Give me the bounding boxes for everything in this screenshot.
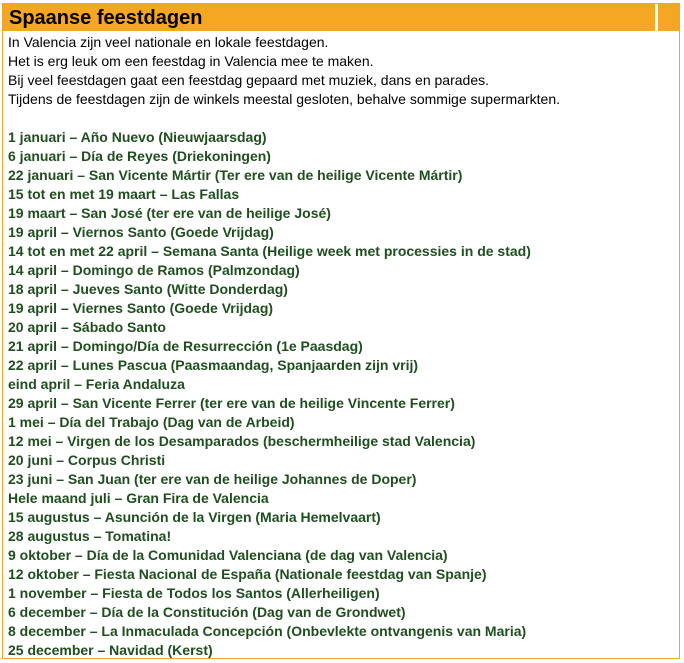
holiday-item: 25 december – Navidad (Kerst) bbox=[8, 642, 213, 658]
intro-line: Tijdens de feestdagen zijn de winkels meestal gesloten, behalve sommige supermarkten. bbox=[8, 91, 561, 107]
holiday-list bbox=[8, 128, 531, 660]
holiday-item: 20 juni – Corpus Christi bbox=[8, 452, 166, 468]
holiday-item: 22 januari – San Vicente Mártir (Ter ere van de heilige Vicente Mártir) bbox=[8, 167, 463, 183]
holiday-item: 14 april – Domingo de Ramos (Palmzondag) bbox=[8, 262, 300, 278]
holiday-item: 22 april – Lunes Pascua (Paasmaandag, Spanjaarden zijn vrij) bbox=[8, 357, 419, 373]
holiday-item: 6 december – Día de la Constitución (Dag van de Grondwet) bbox=[8, 604, 406, 620]
title-bar-end bbox=[658, 4, 679, 31]
intro-line: Het is erg leuk om een feestdag in Valencia mee te maken. bbox=[8, 53, 374, 69]
holiday-item: 29 april – San Vicente Ferrer (ter ere van de heilige Vincente Ferrer) bbox=[8, 395, 455, 411]
holiday-item: 23 juni – San Juan (ter ere van de heilige Johannes de Doper) bbox=[8, 471, 417, 487]
holiday-item: 14 tot en met 22 april – Semana Santa (Heilige week met processies in de stad) bbox=[8, 243, 531, 259]
title-bar bbox=[3, 4, 655, 31]
holiday-item: 19 maart – San José (ter ere van de heilige José) bbox=[8, 205, 331, 221]
holiday-item: 21 april – Domingo/Día de Resurrección (1e Paasdag) bbox=[8, 338, 363, 354]
holiday-item: Hele maand juli – Gran Fira de Valencia bbox=[8, 490, 269, 506]
page-title: Spaanse feestdagen bbox=[9, 7, 203, 29]
intro-line: In Valencia zijn veel nationale en lokale feestdagen. bbox=[8, 34, 329, 50]
holiday-item: 15 tot en met 19 maart – Las Fallas bbox=[8, 186, 240, 202]
holiday-item: 28 augustus – Tomatina! bbox=[8, 528, 172, 544]
holiday-item: 19 april – Viernes Santo (Goede Vrijdag) bbox=[8, 300, 274, 316]
holiday-item: 15 augustus – Asunción de la Virgen (Maria Hemelvaart) bbox=[8, 509, 381, 525]
holiday-item: 12 oktober – Fiesta Nacional de España (Nationale feestdag van Spanje) bbox=[8, 566, 487, 582]
intro-text bbox=[8, 33, 560, 109]
holiday-item: 1 november – Fiesta de Todos los Santos (Allerheiligen) bbox=[8, 585, 380, 601]
holiday-item: 19 april – Viernos Santo (Goede Vrijdag) bbox=[8, 224, 274, 240]
holiday-item: eind april – Feria Andaluza bbox=[8, 376, 185, 392]
holiday-item: 9 oktober – Día de la Comunidad Valenciana (de dag van Valencia) bbox=[8, 547, 448, 563]
intro-line: Bij veel feestdagen gaat een feestdag gepaard met muziek, dans en parades. bbox=[8, 72, 489, 88]
holiday-item: 8 december – La Inmaculada Concepción (Onbevlekte ontvangenis van Maria) bbox=[8, 623, 527, 639]
holiday-item: 18 april – Jueves Santo (Witte Donderdag) bbox=[8, 281, 288, 297]
holiday-item: 1 januari – Año Nuevo (Nieuwjaarsdag) bbox=[8, 129, 267, 145]
holiday-item: 20 april – Sábado Santo bbox=[8, 319, 166, 335]
holiday-item: 6 januari – Día de Reyes (Driekoningen) bbox=[8, 148, 271, 164]
holiday-item: 12 mei – Virgen de los Desamparados (beschermheilige stad Valencia) bbox=[8, 433, 476, 449]
holiday-item: 1 mei – Día del Trabajo (Dag van de Arbeid) bbox=[8, 414, 295, 430]
holidays-panel bbox=[2, 3, 680, 659]
